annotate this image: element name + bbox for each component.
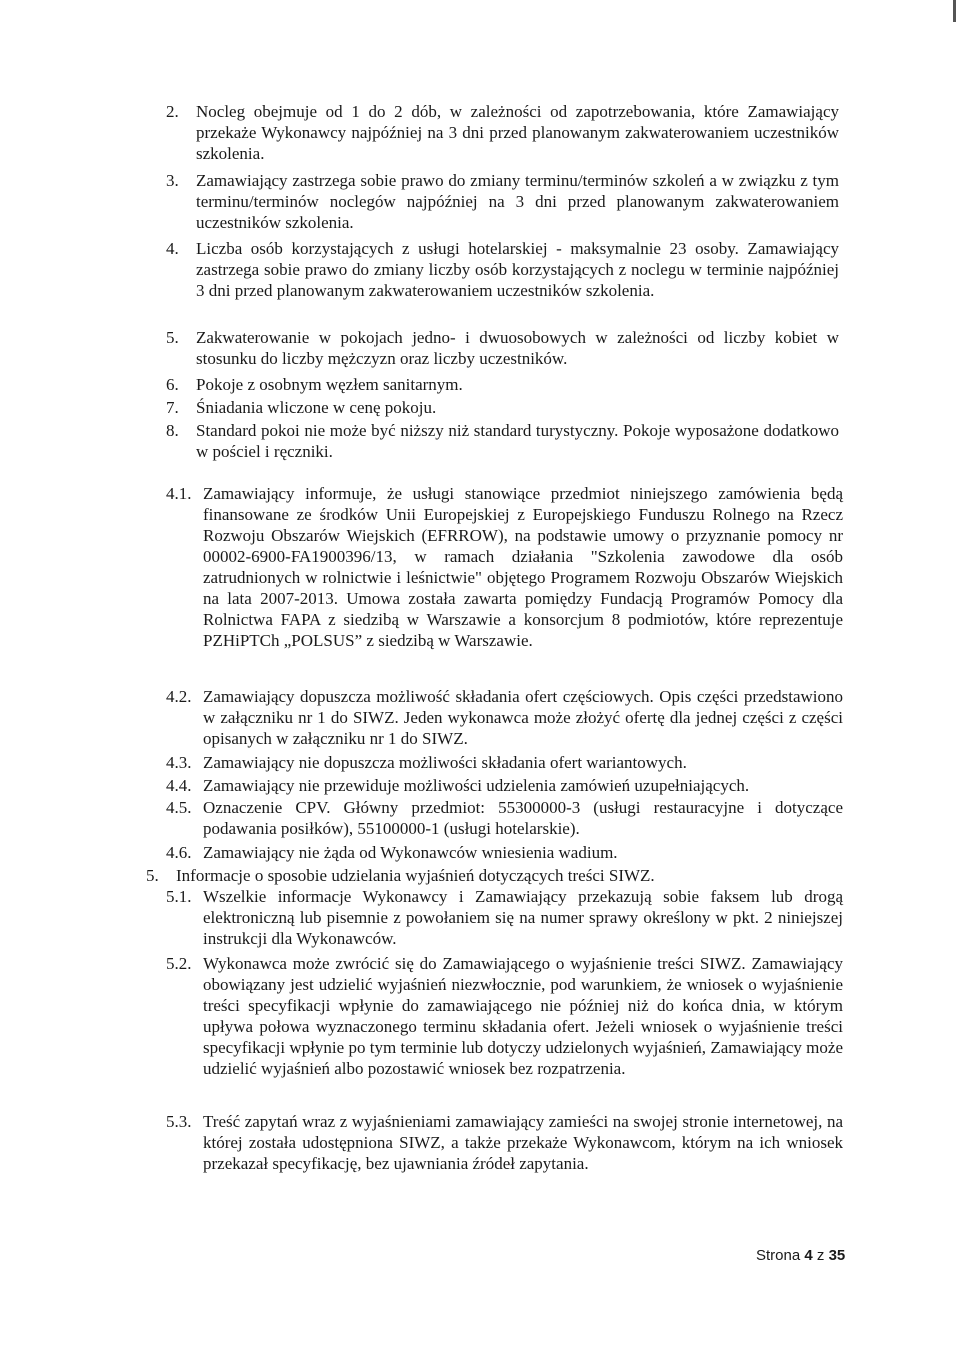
- section-text: Zamawiający dopuszcza możliwość składania ofert częściowych. Opis części przedstawiono w załączniku nr 1 do SIWZ. Jeden wykonawca może złożyć ofertę dla jednej części z części opisanych w załączniku nr 1 do SIWZ.: [203, 687, 843, 748]
- section-text: Zamawiający nie przewiduje możliwości udzielenia zamówień uzupełniających.: [203, 776, 750, 795]
- list-item-text: Zakwaterowanie w pokojach jedno- i dwuosobowych w zależności od liczby kobiet w stosunku do liczby mężczyzn oraz liczby uczestników.: [196, 328, 839, 368]
- footer-prefix: Strona: [756, 1247, 805, 1264]
- section-4-6: [166, 842, 843, 863]
- section-4-1: [166, 483, 843, 651]
- list-item: [166, 170, 839, 233]
- list-item-number: 4.: [166, 239, 179, 258]
- section-number: 5.1.: [166, 887, 192, 906]
- section-4-5: [166, 797, 843, 839]
- section-number: 4.3.: [166, 753, 192, 772]
- section-number: 4.6.: [166, 843, 192, 862]
- section-text: Zamawiający informuje, że usługi stanowiące przedmiot niniejszego zamówienia będą finansowane ze środków Unii Europejskiej z Europejskiego Funduszu Rolnego na Rzecz Rozwoju Obszarów Wiejskich (EFRROW), na podstawie umowy o przyznanie pomocy nr 00002-6900-FA1900396/13, w ramach działania "Szkolenia zawodowe dla osób zatrudnionych w rolnictwie i leśnictwie" objętego Programem Rozwoju Obszarów Wiejskich na lata 2007-2013. Umowa została zawarta pomiędzy Fundacją Programów Pomocy dla Rolnictwa FAPA z siedzibą w Warszawie a konsorcjum 8 podmiotów, które reprezentuje PZHiPTCh „POLSUS” z siedzibą w Warszawie.: [203, 484, 843, 650]
- section-number: 5.3.: [166, 1112, 192, 1131]
- section-text: Zamawiający nie żąda od Wykonawców wniesienia wadium.: [203, 843, 618, 862]
- list-item-text: Zamawiający zastrzega sobie prawo do zmiany terminu/terminów szkoleń a w związku z tym terminu/terminów noclegów najpóźniej na 3 dni przed planowanym zakwaterowaniem uczestników szkolenia.: [196, 171, 839, 232]
- section-number: 5.: [146, 866, 159, 885]
- footer-total-pages: 35: [828, 1247, 846, 1264]
- section-text: Wykonawca może zwrócić się do Zamawiającego o wyjaśnienie treści SIWZ. Zamawiający obowiązany jest udzielić wyjaśnień niezwłocznie, pod warunkiem, że wniosek o wyjaśnienie treści specyfikacji wpłynie do zamawiającego nie później niż do końca dnia, w którym upływa połowa wyznaczonego terminu składania ofert. Jeżeli wniosek o wyjaśnienie treści specyfikacji wpłynie po tym terminie lub dotyczy udzielonych wyjaśnień, Zamawiający może udzielić wyjaśnień albo pozostawić wniosek bez rozpatrzenia.: [203, 954, 843, 1078]
- list-item: [166, 374, 839, 395]
- section-4-4: [166, 775, 843, 796]
- list-item-text: Standard pokoi nie może być niższy niż standard turystyczny. Pokoje wyposażone dodatkowo w pościel i ręczniki.: [196, 421, 839, 461]
- section-text: Zamawiający nie dopuszcza możliwości składania ofert wariantowych.: [203, 753, 687, 772]
- section-text: Wszelkie informacje Wykonawcy i Zamawiający przekazują sobie faksem lub drogą elektroniczną lub pisemnie z powołaniem się na numer sprawy określony w pkt. 2 niniejszej instrukcji dla Wykonawców.: [203, 887, 843, 948]
- section-5-heading: [146, 865, 843, 886]
- section-number: 4.4.: [166, 776, 192, 795]
- list-item-number: 5.: [166, 328, 179, 347]
- list-item: [166, 327, 839, 369]
- section-text: Oznaczenie CPV. Główny przedmiot: 55300000-3 (usługi restauracyjne i dotyczące podawania posiłków), 55100000-1 (usługi hotelarskie).: [203, 798, 843, 838]
- list-item-text: Nocleg obejmuje od 1 do 2 dób, w zależności od zapotrzebowania, które Zamawiający przekaże Wykonawcy najpóźniej na 3 dni przed planowanym zakwaterowaniem uczestników szkolenia.: [196, 102, 839, 163]
- footer-separator: z: [812, 1247, 829, 1264]
- list-item-number: 3.: [166, 171, 179, 190]
- section-5-2: [166, 953, 843, 1079]
- list-item-number: 2.: [166, 102, 179, 121]
- list-item-number: 8.: [166, 421, 179, 440]
- list-item-text: Śniadania wliczone w cenę pokoju.: [196, 398, 437, 417]
- section-text: Treść zapytań wraz z wyjaśnieniami zamawiający zamieści na swojej stronie internetowej, na której została udostępniona SIWZ, a także przekaże Wykonawcom, którym na ich wniosek przekazał specyfikację, bez ujawniania źródeł zapytania.: [203, 1112, 843, 1173]
- section-4-2: [166, 686, 843, 749]
- section-4-3: [166, 752, 843, 773]
- footer-current-page: 4: [804, 1247, 813, 1264]
- section-number: 4.5.: [166, 798, 192, 817]
- list-item: [166, 397, 839, 418]
- list-item: [166, 238, 839, 301]
- scan-edge-mark: [953, 0, 956, 22]
- section-heading-text: Informacje o sposobie udzielania wyjaśnień dotyczących treści SIWZ.: [176, 866, 655, 885]
- list-item: [166, 420, 839, 462]
- page-number-footer: [756, 1247, 845, 1264]
- section-number: 4.1.: [166, 484, 192, 503]
- section-number: 4.2.: [166, 687, 192, 706]
- section-5-1: [166, 886, 843, 949]
- list-item-number: 7.: [166, 398, 179, 417]
- section-number: 5.2.: [166, 954, 192, 973]
- list-item-number: 6.: [166, 375, 179, 394]
- list-item-text: Pokoje z osobnym węzłem sanitarnym.: [196, 375, 463, 394]
- list-item-text: Liczba osób korzystających z usługi hotelarskiej - maksymalnie 23 osoby. Zamawiający zastrzega sobie prawo do zmiany liczby osób korzystających z noclegu w terminie najpóźniej 3 dni przed planowanym zakwaterowaniem uczestników szkolenia.: [196, 239, 839, 300]
- section-5-3: [166, 1111, 843, 1174]
- list-item: [166, 101, 839, 164]
